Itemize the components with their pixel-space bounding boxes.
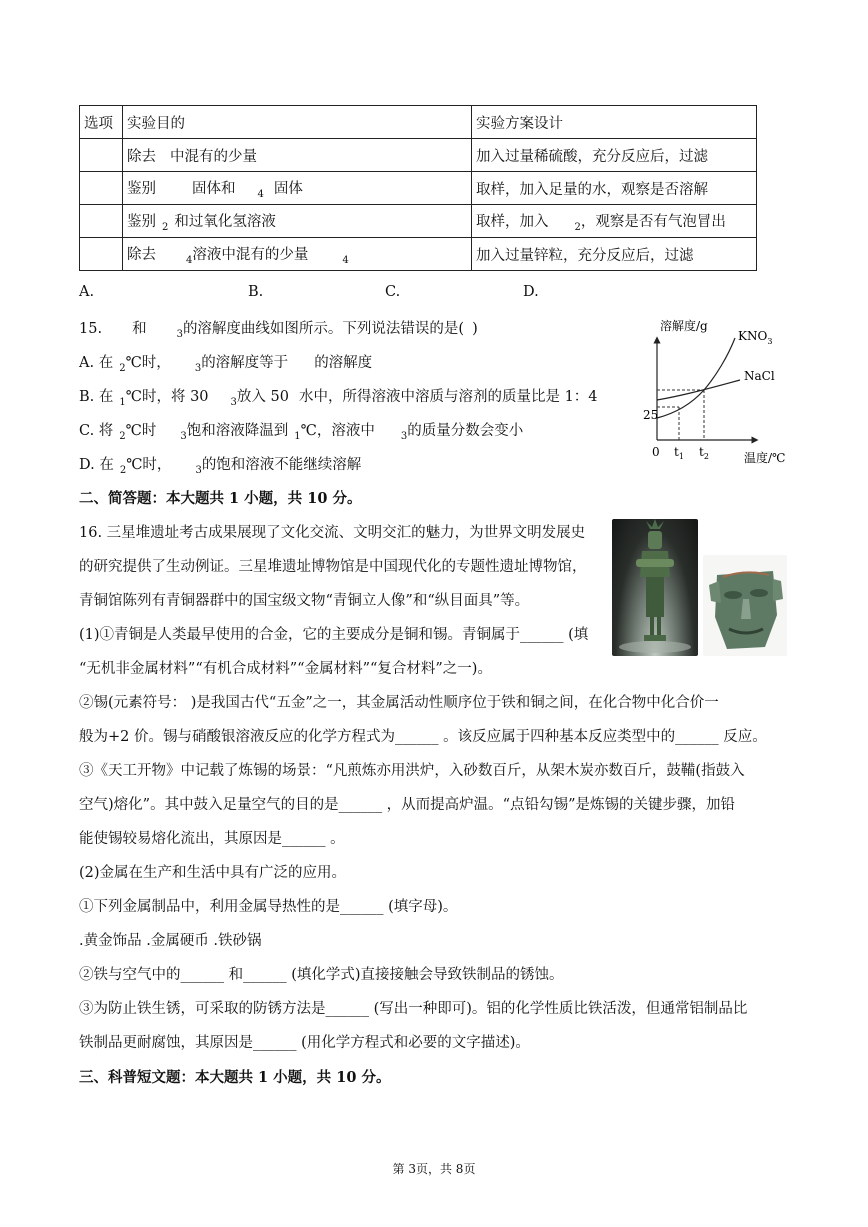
q15-option-b: B. 在 $_1$℃时，将 30 $_3$放入 50 水中，所得溶液中溶质与溶剂的质量比是 1：4 bbox=[79, 389, 598, 408]
table-cell: 取样，加入足量的水，观察是否溶解 bbox=[472, 172, 757, 205]
option-d: D. bbox=[523, 284, 539, 300]
q15-option-a: A. 在 $_2$℃时， $_3$的溶解度等于 的溶解度 bbox=[79, 355, 373, 374]
origin-label: 0 bbox=[652, 445, 660, 459]
bronze-mask-photo bbox=[703, 555, 787, 656]
q16-text: (1)①青铜是人类最早使用的合金，它的主要成分是铜和锡。青铜属于______ (填 bbox=[79, 627, 589, 643]
table-row bbox=[80, 205, 757, 238]
q16-text: 16. 三星堆遗址考古成果展现了文化交流、文明交汇的魅力，为世界文明发展史 bbox=[79, 525, 586, 541]
bronze-mask-illustration bbox=[703, 555, 787, 656]
table-row bbox=[80, 238, 757, 271]
table-header: 实验方案设计 bbox=[472, 106, 757, 139]
table-cell: 鉴别 $_2$ 和过氧化氢溶液 bbox=[123, 205, 472, 238]
table-header: 选项 bbox=[80, 106, 123, 139]
option-a: A. bbox=[79, 284, 95, 300]
experiment-table bbox=[79, 105, 757, 271]
q16-text: ②铁与空气中的______ 和______ (填化学式)直接接触会导致铁制品的锈蚀。 bbox=[79, 967, 564, 983]
solubility-chart bbox=[640, 318, 790, 468]
q15-option-d: D. 在 $_2$℃时， $_3$的饱和溶液不能继续溶解 bbox=[79, 457, 362, 476]
q15-stem: 15. 和 $_3$的溶解度曲线如图所示。下列说法错误的是( ) bbox=[79, 321, 478, 340]
y-tick-label: 25 bbox=[643, 408, 659, 422]
q15-option-c: C. 将 $_2$℃时 $_3$饱和溶液降温到 $_1$℃，溶液中 $_3$的质量分数会变小 bbox=[79, 423, 524, 442]
q16-text: 铁制品更耐腐蚀，其原因是______ (用化学方程式和必要的文字描述)。 bbox=[79, 1035, 530, 1051]
bronze-figure-illustration bbox=[612, 519, 698, 656]
table-cell: 除去 中混有的少量 bbox=[123, 139, 472, 172]
q16-text: ②锡(元素符号： )是我国古代“五金”之一，其金属活动性顺序位于铁和铜之间，在化合物中化合价一 bbox=[79, 695, 719, 711]
q16-text: 空气)熔化”。其中鼓入足量空气的目的是______ ，从而提高炉温。“点铅勾锡”是炼锡的关键步骤，加铅 bbox=[79, 797, 736, 813]
table-row bbox=[80, 139, 757, 172]
series-label-nacl: NaCl bbox=[744, 369, 775, 383]
section-3-title: 三、科普短文题：本大题共 1 小题，共 10 分。 bbox=[79, 1069, 391, 1086]
q16-text: ③为防止铁生锈，可采取的防锈方法是______ (写出一种即可)。铝的化学性质比铁活泼，但通常铝制品比 bbox=[79, 1001, 748, 1017]
section-2-title: 二、简答题：本大题共 1 小题，共 10 分。 bbox=[79, 490, 362, 507]
table-cell: 除去 $_4$溶液中混有的少量 $_4$ bbox=[123, 238, 472, 271]
x-axis-label: 温度/℃ bbox=[744, 451, 786, 465]
q16-text: 的研究提供了生动例证。三星堆遗址博物馆是中国现代化的专题性遗址博物馆， bbox=[79, 559, 587, 575]
q16-text: 青铜馆陈列有青铜器群中的国宝级文物“青铜立人像”和“纵目面具”等。 bbox=[79, 593, 530, 609]
table-row bbox=[80, 172, 757, 205]
table-cell: 加入过量稀硫酸，充分反应后，过滤 bbox=[472, 139, 757, 172]
table-header: 实验目的 bbox=[123, 106, 472, 139]
table-cell: 鉴别 固体和 $_4$ 固体 bbox=[123, 172, 472, 205]
option-b: B. bbox=[248, 284, 264, 300]
q16-text: 般为+2 价。锡与硝酸银溶液反应的化学方程式为______ 。该反应属于四种基本反应类型中的______ 反应。 bbox=[79, 729, 767, 745]
q16-text: .黄金饰品 .金属硬币 .铁砂锅 bbox=[79, 933, 262, 949]
table-cell: 取样，加入 $_2$，观察是否有气泡冒出 bbox=[472, 205, 757, 238]
q16-text: (2)金属在生产和生活中具有广泛的应用。 bbox=[79, 865, 347, 881]
q16-text: ③《天工开物》中记载了炼锡的场景：“凡煎炼亦用洪炉，入砂数百斤，从架木炭亦数百斤，鼓鞴(指鼓入 bbox=[79, 763, 745, 779]
table-header-row bbox=[80, 106, 757, 139]
table-cell: 加入过量锌粒，充分反应后，过滤 bbox=[472, 238, 757, 271]
q16-text: 能使锡较易熔化流出，其原因是______ 。 bbox=[79, 831, 345, 847]
q16-text: ①下列金属制品中，利用金属导热性的是______ (填字母)。 bbox=[79, 899, 458, 915]
q16-text: “无机非金属材料”“有机合成材料”“金属材料”“复合材料”之一)。 bbox=[79, 661, 492, 677]
option-c: C. bbox=[385, 284, 401, 300]
x-tick-t2: $t_2$ bbox=[699, 445, 709, 461]
bronze-standing-figure-photo bbox=[612, 519, 698, 656]
kno3-curve bbox=[657, 338, 735, 418]
x-tick-t1: $t_1$ bbox=[674, 445, 684, 461]
series-label-kno3: $KNO_3$ bbox=[738, 329, 773, 346]
y-axis-label: 溶解度/g bbox=[660, 319, 708, 333]
page-footer: 第 3页，共 8页 bbox=[392, 1162, 476, 1176]
